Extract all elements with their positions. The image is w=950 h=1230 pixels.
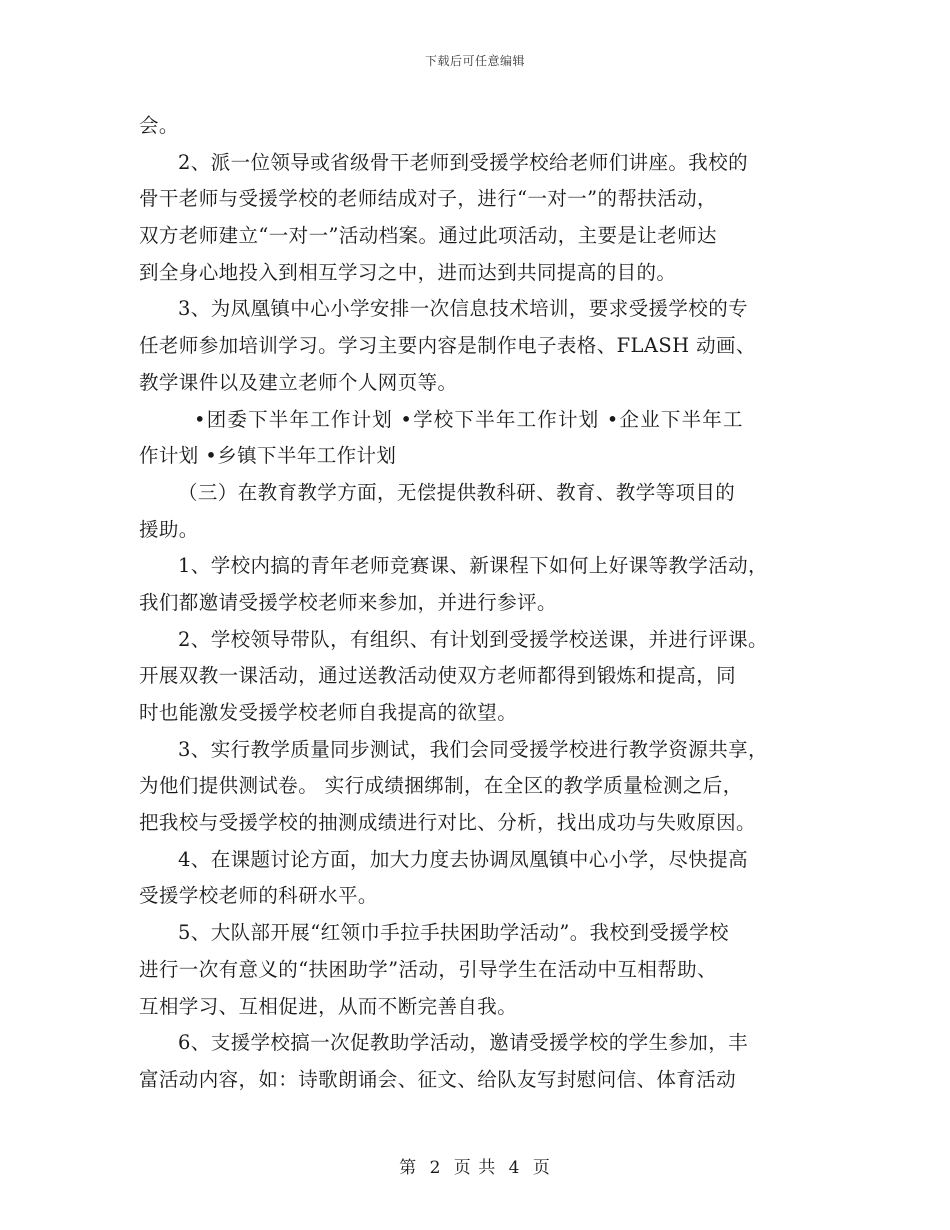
- paragraph-line: 3、为凤凰镇中心小学安排一次信息技术培训，要求受援学校的专: [178, 297, 749, 321]
- paragraph-line: 援助。: [139, 517, 199, 541]
- paragraph-line: 双方老师建立“一对一”活动档案。通过此项活动，主要是让老师达: [139, 224, 717, 248]
- paragraph-line: 我们都邀请受援学校老师来参加，并进行参评。: [139, 590, 557, 614]
- page-footer: [0, 1153, 950, 1178]
- footer-prefix: 第: [399, 1158, 418, 1178]
- paragraph-line: 把我校与受援学校的抽测成绩进行对比、分析，找出成功与失败原因。: [139, 811, 756, 835]
- paragraph-line: 会。: [139, 114, 179, 137]
- document-body: [139, 108, 819, 1099]
- paragraph-line: 到全身心地投入到相互学习之中，进而达到共同提高的目的。: [139, 260, 677, 284]
- paragraph-line: 时也能激发受援学校老师自我提高的欲望。: [139, 701, 518, 724]
- paragraph-line: 互相学习、互相促进，从而不断完善自我。: [139, 994, 518, 1018]
- paragraph-line: 受援学校老师的科研水平。: [139, 884, 378, 908]
- section-heading-line: （三）在教育教学方面，无偿提供教科研、教育、教学等项目的: [178, 480, 736, 504]
- paragraph-line: 富活动内容，如：诗歌朗诵会、征文、给队友写封慰问信、体育活动: [139, 1067, 737, 1091]
- paragraph-line: 6、支援学校搞一次促教助学活动，邀请受援学校的学生参加，丰: [178, 1031, 749, 1055]
- related-links-line[interactable]: •团委下半年工作计划 •学校下半年工作计划 •企业下半年工: [194, 407, 744, 431]
- paragraph-line: 开展双教一课活动，通过送教活动使双方老师都得到锻炼和提高，同: [139, 664, 737, 688]
- paragraph-line: 4、在课题讨论方面，加大力度去协调凤凰镇中心小学，尽快提高: [178, 847, 749, 871]
- paragraph-line: 2、派一位领导或省级骨干老师到受援学校给老师们讲座。我校的: [178, 150, 749, 174]
- paragraph-line: 5、大队部开展“红领巾手拉手扶困助学活动”。我校到受援学校: [178, 921, 729, 945]
- paragraph-line: 骨干老师与受援学校的老师结成对子，进行“一对一”的帮扶活动，: [139, 187, 717, 211]
- paragraph-line: 教学课件以及建立老师个人网页等。: [139, 370, 458, 394]
- footer-suffix: 页: [532, 1158, 551, 1178]
- footer-middle: 页 共: [453, 1158, 497, 1178]
- paragraph-line: 1、学校内搞的青年老师竞赛课、新课程下如何上好课等教学活动，: [178, 554, 768, 578]
- paragraph-line: 任老师参加培训学习。学习主要内容是制作电子表格、FLASH 动画、: [139, 334, 756, 358]
- current-page-number: 2: [429, 1158, 442, 1178]
- paragraph-line: 为他们提供测试卷。 实行成绩捆绑制，在全区的教学质量检测之后，: [139, 774, 743, 798]
- paragraph-line: 2、学校领导带队，有组织、有计划到受援学校送课，并进行评课。: [178, 627, 768, 651]
- paragraph-line: 进行一次有意义的“扶困助学”活动，引导学生在活动中互相帮助、: [139, 957, 717, 981]
- total-page-count: 4: [508, 1158, 521, 1178]
- paragraph-line: 3、实行教学质量同步测试，我们会同受援学校进行教学资源共享，: [178, 737, 768, 761]
- page-header: 下载后可任意编辑: [424, 54, 525, 68]
- related-links-line[interactable]: 作计划 •乡镇下半年工作计划: [139, 444, 397, 468]
